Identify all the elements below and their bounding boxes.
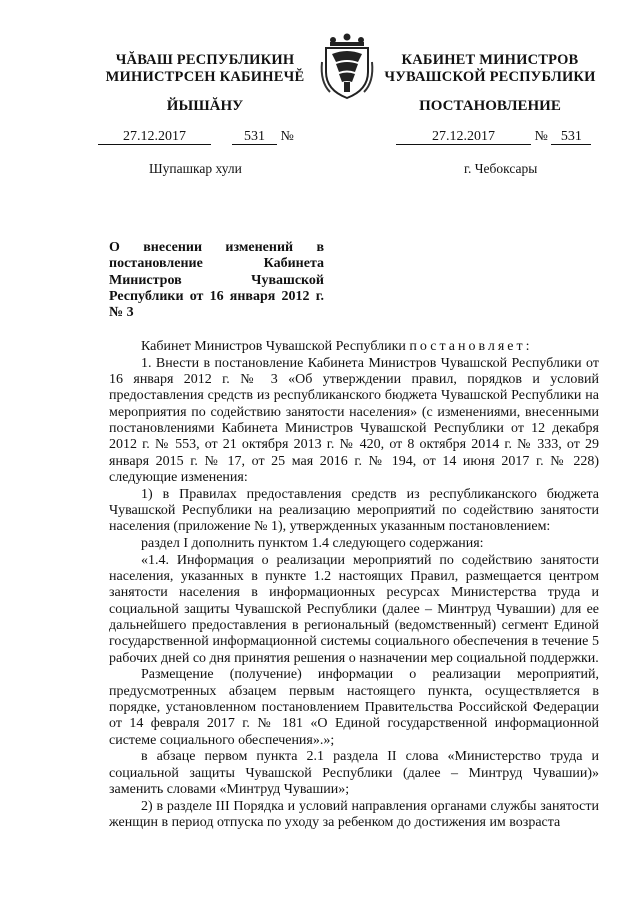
document-body xyxy=(109,339,599,832)
intro-verb: постановляет: xyxy=(409,339,533,354)
number-right: 531 xyxy=(551,129,591,145)
issuer-chuvash-line1: ЧĂВАШ РЕСПУБЛИКИН xyxy=(115,52,295,68)
doctype-russian: ПОСТАНОВЛЕНИЕ xyxy=(419,98,561,114)
body-paragraph: 2) в разделе III Порядка и условий направления органами службы занятости женщин в период отпуска по уходу за ребенком до достижения им возраста xyxy=(109,798,599,831)
coat-of-arms-emblem xyxy=(318,32,376,102)
body-paragraph: раздел I дополнить пунктом 1.4 следующего содержания: xyxy=(141,536,484,552)
date-right: 27.12.2017 xyxy=(396,129,531,145)
intro-prefix: Кабинет Министров Чувашской Республики xyxy=(141,339,406,354)
issuer-russian-line2: ЧУВАШСКОЙ РЕСПУБЛИКИ xyxy=(384,69,596,85)
doctype-chuvash: ЙЫШĂНУ xyxy=(166,98,244,114)
place-chuvash: Шупашкар хули xyxy=(149,161,242,176)
body-intro xyxy=(109,339,599,355)
body-paragraph: 1) в Правилах предоставления средств из республиканского бюджета Чувашской Республики на реализацию мероприятий по содействию занятости населения (приложение № 1), утвержденных указанным постановлением: xyxy=(109,486,599,535)
date-number-line-left xyxy=(98,129,294,145)
number-sign-left: № xyxy=(280,129,294,144)
issuer-name-russian xyxy=(376,52,604,86)
place-russian: г. Чебоксары xyxy=(464,161,538,176)
document-subject: О внесении изменений в постановление Кабинета Министров Чувашской Республики от 16 января 2012 г. № 3 xyxy=(109,240,324,321)
date-number-line-right xyxy=(396,129,591,145)
issuer-chuvash-line2: МИНИСТРСЕН КАБИНЕЧĔ xyxy=(105,69,305,85)
body-paragraph: 1. Внести в постановление Кабинета Министров Чувашской Республики от 16 января 2012 г. № 3 «Об утверждении правил, порядков и условий предоставления средств из республиканского бюджета Чувашской Республики на мероприятия по содействию занятости населения» (с изменениями, внесенными постановлениями Кабинета Министров Чувашской Республики от 12 декабря 2012 г. № 553, от 21 октября 2013 г. № 420, от 8 октября 2014 г. № 333, от 29 января 2015 г. № 17, от 25 мая 2016 г. № 194, от 14 июня 2017 г. № 228) следующие изменения: xyxy=(109,355,599,485)
issuer-name-chuvash xyxy=(90,52,320,86)
body-paragraph: «1.4. Информация о реализации мероприятий по содействию занятости населения, указанных в пункте 1.2 настоящих Правил, размещается центром занятости населения в информационных ресурсах Министерства труда и социальной защиты Чувашской Республики (далее – Минтруд Чувашии) для ее дальнейшего предоставления в региональный (ведомственный) сегмент Единой государственной информационной системы социального обеспечения в течение 5 рабочих дней со дня принятия решения о назначении мер социальной поддержки. xyxy=(109,552,599,666)
number-sign-right: № xyxy=(534,129,548,144)
number-left: 531 xyxy=(232,129,277,145)
date-left: 27.12.2017 xyxy=(98,129,211,145)
body-paragraph: Размещение (получение) информации о реализации мероприятий, предусмотренных абзацем первым настоящего пункта, осуществляется в порядке, установленном постановлением Правительства Российской Федерации от 14 февраля 2017 г. № 181 «О Единой государственной информационной системе социального обеспечения».»; xyxy=(109,667,599,748)
body-paragraph: в абзаце первом пункта 2.1 раздела II слова «Министерство труда и социальной защиты Чувашской Республики (далее – Минтруд Чувашии)» заменить словами «Минтруд Чувашии»; xyxy=(109,749,599,798)
issuer-russian-line1: КАБИНЕТ МИНИСТРОВ xyxy=(401,52,579,68)
